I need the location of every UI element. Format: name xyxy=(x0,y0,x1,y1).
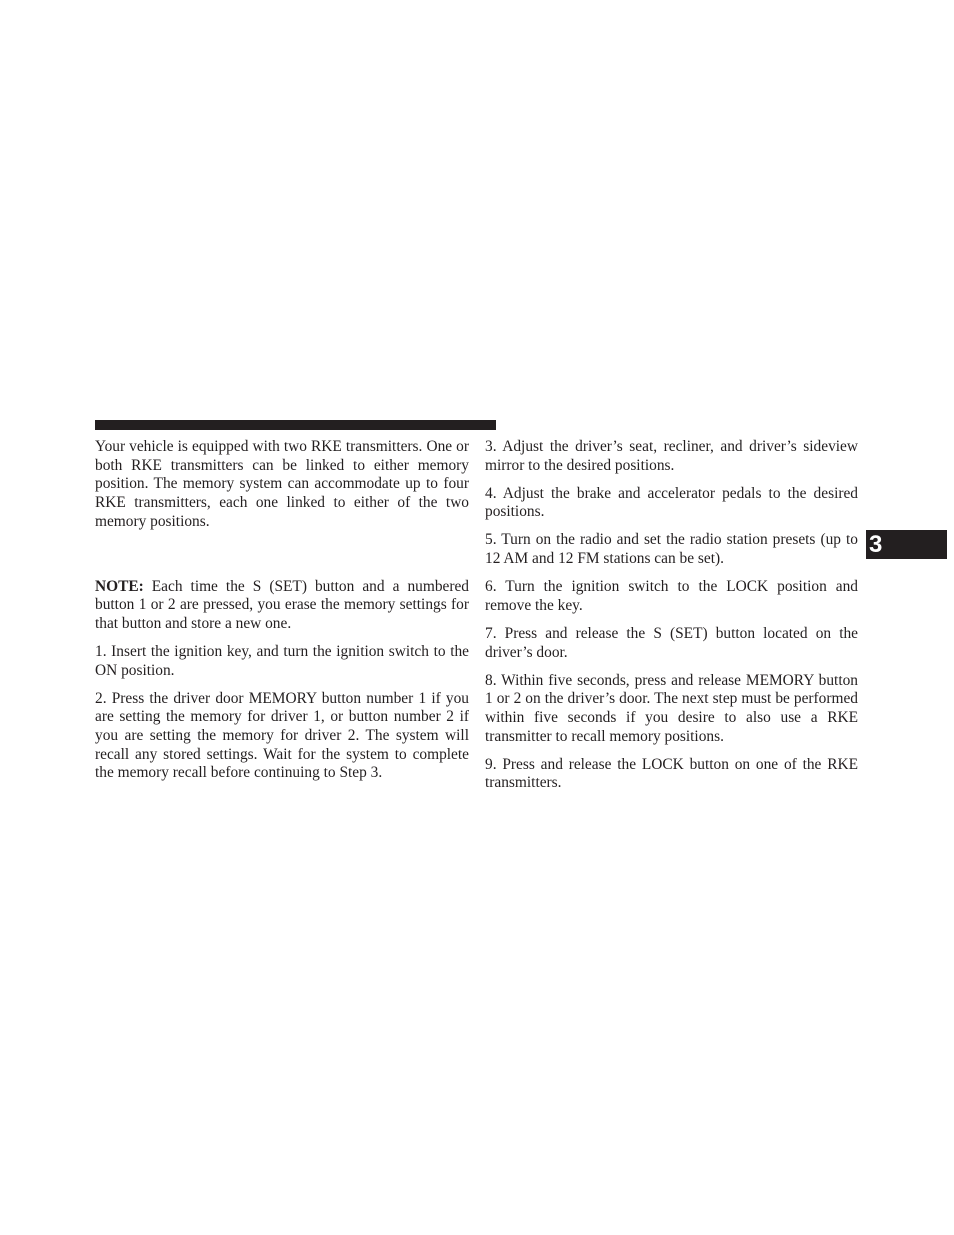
step-2: 2. Press the driver door MEMORY button number 1 if you are setting the memory for driver 1, or button number 2 if you are setting the memory for driver 2. The system will recall any stored settings. Wait for the system to complete the memory recall before continuing to Step 3. xyxy=(95,689,469,782)
step-7: 7. Press and release the S (SET) button located on the driver’s door. xyxy=(485,624,858,661)
step-9: 9. Press and release the LOCK button on one of the RKE transmitters. xyxy=(485,755,858,792)
step-3: 3. Adjust the driver’s seat, recliner, and driver’s sideview mirror to the desired positions. xyxy=(485,438,858,474)
step-6: 6. Turn the ignition switch to the LOCK position and remove the key. xyxy=(485,578,858,614)
note-text: Each time the S (SET) button and a numbered button 1 or 2 are pressed, you erase the memory settings for that button and store a new one. xyxy=(95,577,469,632)
step-1: 1. Insert the ignition key, and turn the ignition switch to the ON position. xyxy=(95,642,469,679)
left-column xyxy=(95,438,469,792)
step-8: 8. Within five seconds, press and release MEMORY button 1 or 2 on the driver’s door. The next step must be performed within five seconds if you desire to also use a RKE transmitter to recall memory positions. xyxy=(485,671,858,745)
note-paragraph xyxy=(95,578,469,634)
intro-paragraph: Your vehicle is equipped with two RKE transmitters. One or both RKE transmitters can be linked to either memory position. The memory system can accommodate up to four RKE transmitters, each one linked to either of the two memory positions. xyxy=(95,438,469,530)
step-4: 4. Adjust the brake and accelerator pedals to the desired positions. xyxy=(485,484,858,521)
section-rule-bar xyxy=(95,420,496,430)
chapter-tab xyxy=(866,530,947,559)
chapter-number: 3 xyxy=(869,531,883,558)
right-column xyxy=(485,438,858,802)
note-label: NOTE: xyxy=(95,577,144,595)
step-5: 5. Turn on the radio and set the radio station presets (up to 12 AM and 12 FM stations can be set). xyxy=(485,531,858,568)
